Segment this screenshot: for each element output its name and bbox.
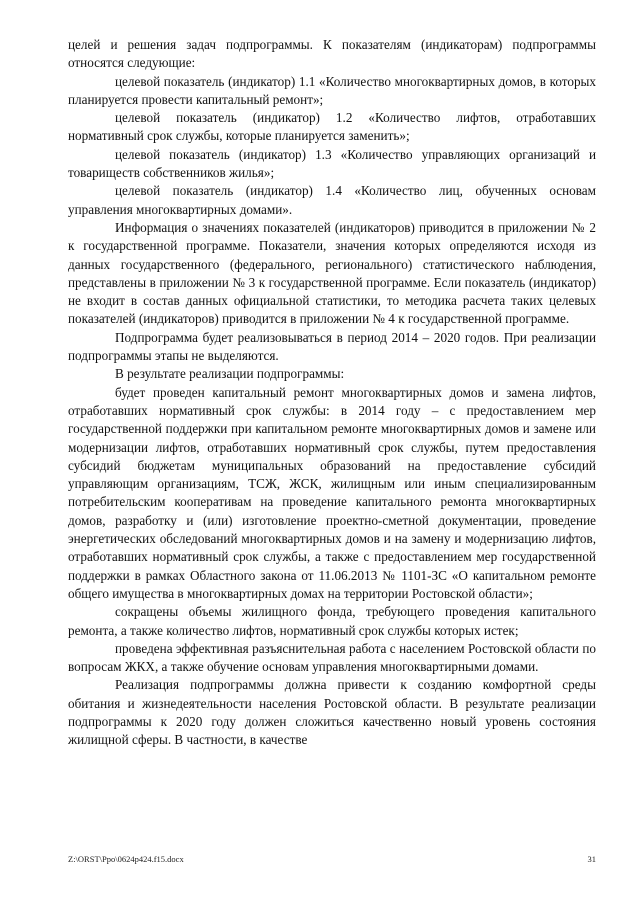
paragraph: В результате реализации подпрограммы: (115, 366, 345, 382)
paragraph: Реализация подпрограммы должна привести к созданию комфортной среды обитания и жизнедеятельности населения Ростовской области. В результате реализации подпрограммы к 2020 году должен сложиться качественно новый уровень состояния жилищной сферы. В частности, в качестве (68, 677, 596, 748)
file-path: Z:\ORST\Ppo\0624p424.f15.docx (68, 854, 184, 864)
paragraph: целевой показатель (индикатор) 1.3 «Количество управляющих организаций и товариществ собственников жилья»; (68, 146, 596, 181)
paragraph: проведена эффективная разъяснительная работа с населением Ростовской области по вопросам ЖКХ, а также обучение основам управления многоквартирными домами. (68, 640, 596, 675)
paragraph: будет проведен капитальный ремонт многоквартирных домов и замена лифтов, отработавших нормативный срок службы: в 2014 году – с предоставлением мер государственной поддержки при капитальном ремонте многоквартирных домов и замене или модернизации лифтов, отработавших нормативный срок службы, путем предоставления субсидий бюджетам муниципальных образований на предоставление субсидий управляющим организациям, ТСЖ, ЖСК, жилищным или иным специализированным потребительским кооперативам на проведение капитального ремонта многоквартирных домов, разработку и (или) изготовление проектно-сметной документации, проведение энергетических обследований многоквартирных домов и на замену и модернизацию лифтов, отработавших нормативный срок службы, а также с предоставлением мер государственной поддержки в рамках Областного закона от 11.06.2013 № 1101-ЗС «О капитальном ремонте общего имущества в многоквартирных домах на территории Ростовской области»; (68, 384, 596, 601)
paragraph: целевой показатель (индикатор) 1.1 «Количество многоквартирных домов, в которых планируется провести капитальный ремонт»; (68, 73, 596, 107)
paragraph: Подпрограмма будет реализовываться в период 2014 – 2020 годов. При реализации подпрограммы этапы не выделяются. (68, 329, 596, 364)
paragraph: целевой показатель (индикатор) 1.4 «Количество лиц, обученных основам управления многоквартирных домами». (68, 183, 596, 217)
paragraph: целей и решения задач подпрограммы. К показателям (индикаторам) подпрограммы относятся следующие: (68, 37, 596, 71)
paragraph: сокращены объемы жилищного фонда, требующего проведения капитального ремонта, а также количество лифтов, нормативный срок службы которых истек; (68, 604, 596, 638)
body-text (68, 36, 596, 750)
paragraph: целевой показатель (индикатор) 1.2 «Количество лифтов, отработавших нормативный срок службы, которые планируется заменить»; (68, 110, 596, 144)
page-number: 31 (587, 854, 596, 864)
paragraph: Информация о значениях показателей (индикаторов) приводится в приложении № 2 к государственной программе. Показатели, значения которых определяются исходя из данных государственного (федерального, регионального) статистического наблюдения, представлены в приложении № 3 к государственной программе. Если показатель (индикатор) не входит в состав данных официальной статистики, то методика расчета таких целевых показателей (индикаторов) приводится в приложении № 4 к государственной программе. (68, 219, 596, 327)
